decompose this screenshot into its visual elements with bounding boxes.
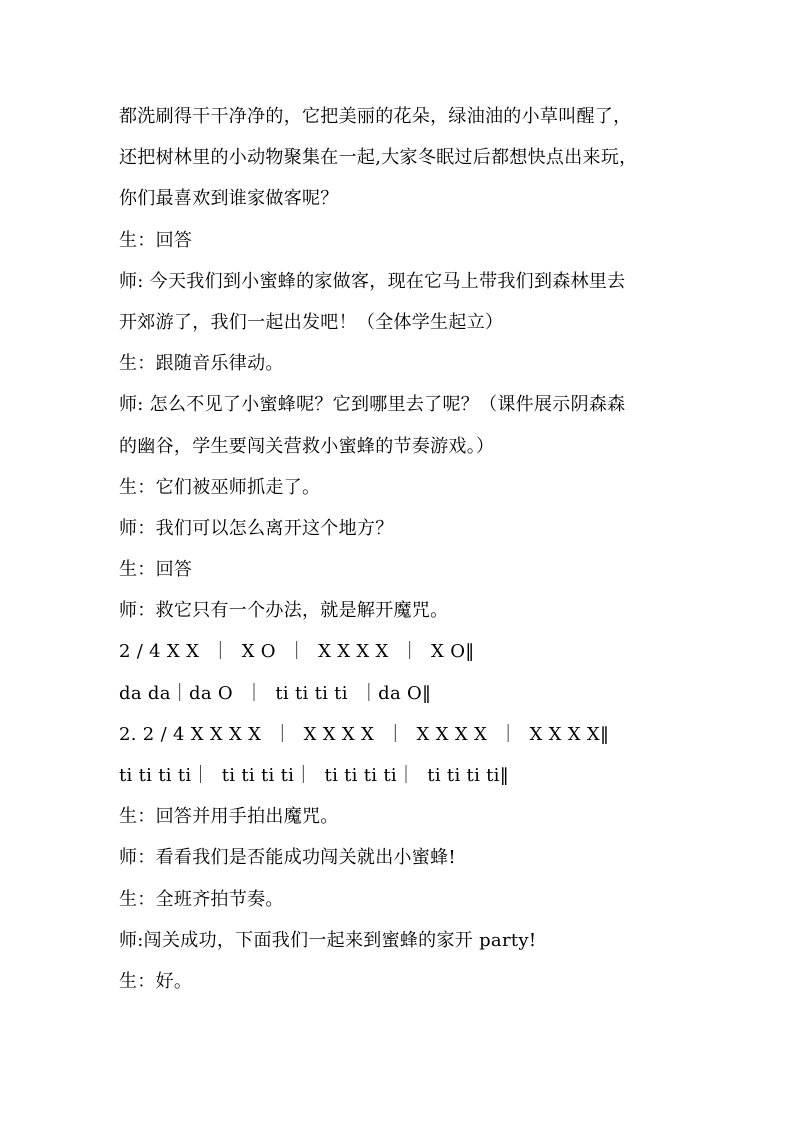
teacher-line: 师：看看我们是否能成功闯关就出小蜜蜂!: [119, 847, 456, 869]
paragraph-line: 的幽谷，学生要闯关营救小蜜蜂的节奏游戏。）: [119, 435, 495, 457]
teacher-line: 师：救它只有一个办法，就是解开魔咒。: [119, 600, 449, 622]
teacher-line: 师: 怎么不见了小蜜蜂呢？它到哪里去了呢？（课件展示阴森森: [119, 394, 626, 416]
student-line: 生：它们被巫师抓走了。: [119, 476, 321, 498]
paragraph-line: 你们最喜欢到谁家做客呢？: [119, 188, 339, 210]
student-line: 生：回答并用手拍出魔咒。: [119, 806, 339, 828]
paragraph-line: 都洗刷得干干净净的，它把美丽的花朵，绿油油的小草叫醒了，: [119, 106, 632, 127]
document-body: [119, 103, 699, 1009]
rhythm-notation-line: 2. 2 / 4 X X X X ｜ X X X X ｜ X X X X ｜ X X X X‖: [119, 723, 610, 745]
paragraph-line: 还把树林里的小动物聚集在一起,大家冬眠过后都想快点出来玩，: [119, 147, 638, 169]
student-line: 生：好。: [119, 970, 193, 992]
student-line: 生：跟随音乐律动。: [119, 353, 284, 375]
student-line: 生：回答: [119, 229, 193, 251]
teacher-line: 师:闯关成功，下面我们一起来到蜜蜂的家开 party!: [119, 929, 537, 951]
student-line: 生：回答: [119, 559, 193, 581]
rhythm-notation-line: 2 / 4 X X ｜ X O ｜ X X X X ｜ X O‖: [119, 641, 475, 663]
rhythm-syllables-line: ti ti ti ti｜ ti ti ti ti｜ ti ti ti ti｜ ti ti ti ti‖: [119, 765, 510, 786]
rhythm-syllables-line: da da｜da O ｜ ti ti ti ti ｜da O‖: [119, 682, 432, 704]
teacher-line: 师：我们可以怎么离开这个地方？: [119, 517, 394, 539]
teacher-line: 师: 今天我们到小蜜蜂的家做客，现在它马上带我们到森林里去: [119, 270, 626, 292]
student-line: 生：全班齐拍节奏。: [119, 888, 284, 910]
paragraph-line: 开郊游了，我们一起出发吧！（全体学生起立）: [119, 311, 504, 333]
